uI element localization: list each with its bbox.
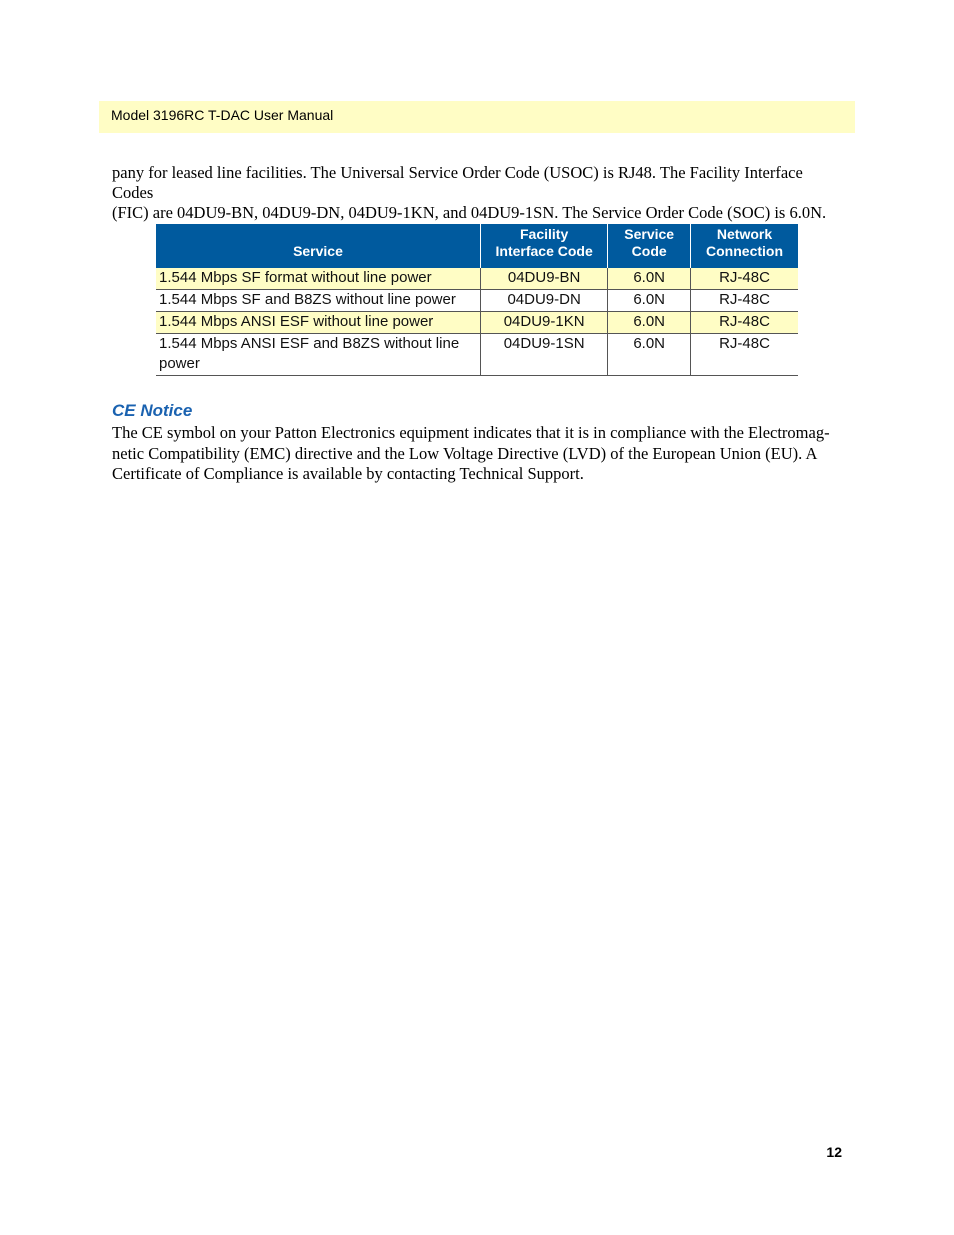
header-facility-interface-code: Facility Interface Code bbox=[480, 224, 607, 268]
header-service: Service bbox=[156, 224, 480, 268]
cell-fic: 04DU9-1KN bbox=[480, 312, 607, 334]
cell-fic: 04DU9-1SN bbox=[480, 334, 607, 376]
ce-notice-heading: CE Notice bbox=[112, 401, 193, 420]
header-service-code: Service Code bbox=[608, 224, 691, 268]
cell-fic: 04DU9-DN bbox=[480, 290, 607, 312]
facility-codes-table bbox=[156, 224, 798, 376]
cell-network: RJ-48C bbox=[691, 312, 798, 334]
intro-line-2: (FIC) are 04DU9-BN, 04DU9-DN, 04DU9-1KN, and 04DU9-1SN. The Service Order Code (SOC) is 6.0N. bbox=[112, 203, 827, 222]
cell-soc: 6.0N bbox=[608, 312, 691, 334]
ce-notice-paragraph bbox=[112, 423, 847, 485]
page-number: 12 bbox=[826, 1144, 842, 1160]
table-row bbox=[156, 334, 798, 376]
ce-line-1: The CE symbol on your Patton Electronics equipment indicates that it is in compliance with the Electromag- bbox=[112, 423, 830, 442]
header-network-connection: Network Connection bbox=[691, 224, 798, 268]
ce-line-2: netic Compatibility (EMC) directive and the Low Voltage Directive (LVD) of the European Union (EU). A bbox=[112, 443, 818, 463]
table-row bbox=[156, 268, 798, 290]
cell-service: 1.544 Mbps SF format without line power bbox=[156, 268, 480, 290]
intro-paragraph bbox=[112, 163, 847, 223]
table-row bbox=[156, 312, 798, 334]
cell-soc: 6.0N bbox=[608, 290, 691, 312]
table-header-row bbox=[156, 224, 798, 268]
cell-service: 1.544 Mbps ANSI ESF without line power bbox=[156, 312, 480, 334]
intro-line-1: pany for leased line facilities. The Universal Service Order Code (USOC) is RJ48. The Facility Interface Codes bbox=[112, 163, 803, 202]
table-row bbox=[156, 290, 798, 312]
manual-title: Model 3196RC T-DAC User Manual bbox=[111, 107, 334, 123]
ce-line-3: Certificate of Compliance is available by contacting Technical Support. bbox=[112, 464, 584, 483]
cell-soc: 6.0N bbox=[608, 334, 691, 376]
cell-network: RJ-48C bbox=[691, 290, 798, 312]
cell-network: RJ-48C bbox=[691, 334, 798, 376]
cell-network: RJ-48C bbox=[691, 268, 798, 290]
cell-service: 1.544 Mbps ANSI ESF and B8ZS without line power bbox=[156, 334, 480, 376]
cell-service: 1.544 Mbps SF and B8ZS without line power bbox=[156, 290, 480, 312]
cell-soc: 6.0N bbox=[608, 268, 691, 290]
running-header bbox=[99, 101, 855, 133]
cell-fic: 04DU9-BN bbox=[480, 268, 607, 290]
